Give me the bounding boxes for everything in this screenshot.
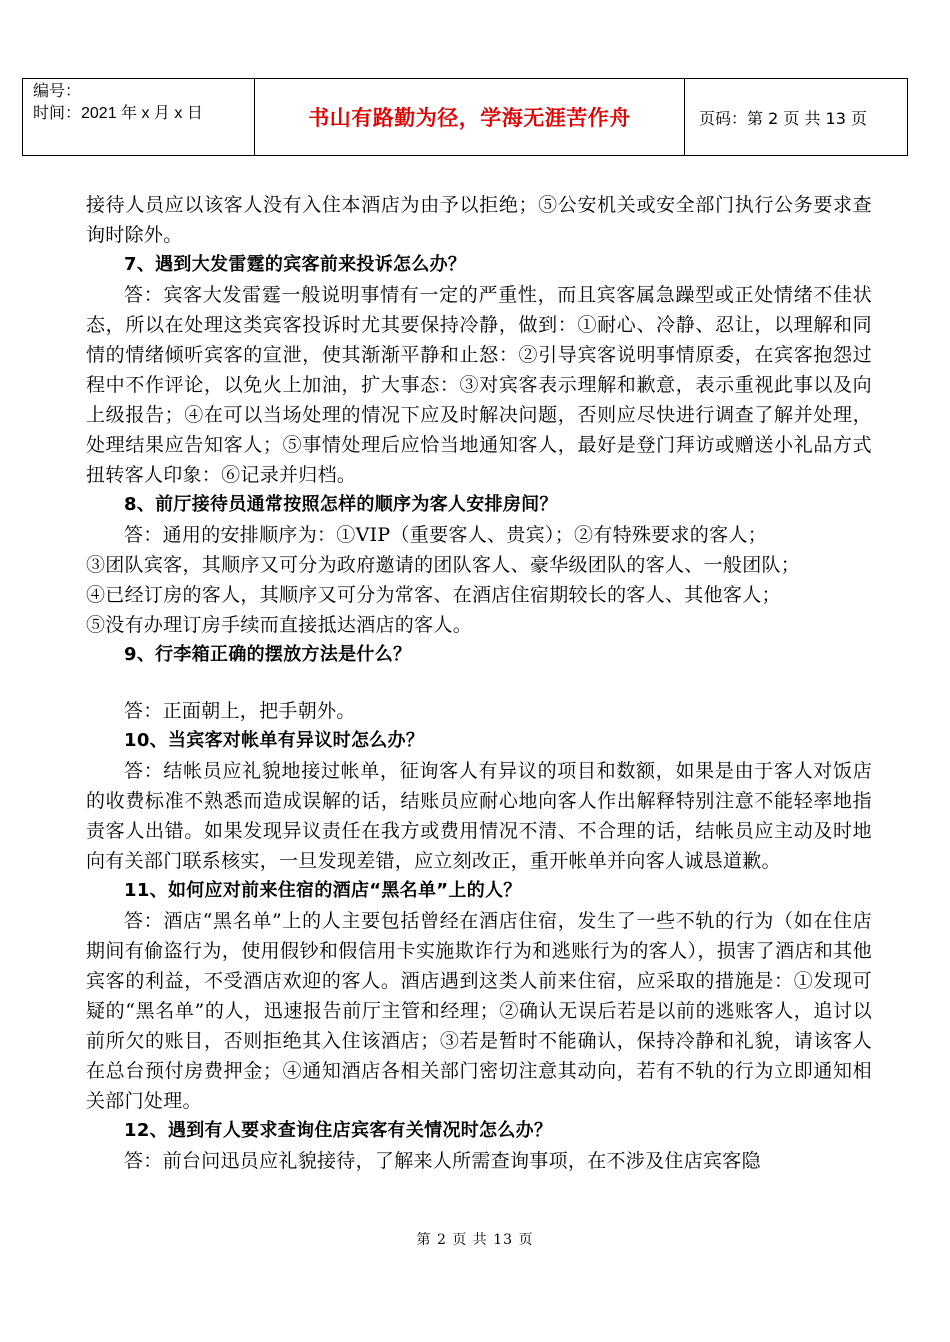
question-10: 10、当宾客对帐单有异议时怎么办？ — [124, 730, 425, 751]
page-header-table — [22, 78, 908, 156]
header-meta-cell — [23, 79, 255, 155]
answer-8-line-3: ④已经订房的客人，其顺序又可分为常客、在酒店住宿期较长的客人、其他客人； — [86, 584, 781, 606]
answer-8-line-2: ③团队宾客，其顺序又可分为政府邀请的团队客人、豪华级团队的客人、一般团队； — [86, 554, 801, 576]
question-8: 8、前厅接待员通常按照怎样的顺序为客人安排房间？ — [124, 494, 558, 515]
answer-7: 答：宾客大发雷霆一般说明事情有一定的严重性，而且宾客属急躁型或正处情绪不佳状态，所以在处理这类宾客投诉时尤其要保持冷静，做到：①耐心、冷静、忍让，以理解和同情的情绪倾听宾客的宣泄，使其渐渐平静和止怒：②引导宾客说明事情原委，在宾客抱怨过程中不作评论，以免火上加油，扩大事态：③对宾客表示理解和歉意，表示重视此事以及向上级报告；④在可以当场处理的情况下应及时解决问题，否则应尽快进行调查了解并处理，处理结果应告知客人；⑤事情处理后应恰当地通知客人，最好是登门拜访或赠送小礼品方式扭转客人印象：⑥记录并归档。 — [86, 284, 872, 486]
answer-8-line-4: ⑤没有办理订房手续而直接抵达酒店的客人。 — [86, 614, 473, 636]
answer-12: 答：前台问迅员应礼貌接待，了解来人所需查询事项，在不涉及住店宾客隐 — [124, 1150, 761, 1172]
header-page-number: 页码：第 2 页 共 13 页 — [699, 108, 867, 128]
page-footer: 第 2 页 共 13 页 — [416, 1232, 534, 1248]
question-7: 7、遇到大发雷霆的宾客前来投诉怎么办？ — [124, 254, 467, 275]
paragraph-continuation: 接待人员应以该客人没有入住本酒店为由予以拒绝；⑤公安机关或安全部门执行公务要求查询时除外。 — [86, 194, 872, 246]
serial-number-label: 编号： — [33, 83, 82, 100]
header-motto: 书山有路勤为径，学海无涯苦作舟 — [255, 79, 685, 155]
answer-10: 答：结帐员应礼貌地接过帐单，征询客人有异议的项目和数额，如果是由于客人对饭店的收费标准不熟悉而造成误解的话，结账员应耐心地向客人作出解释特别注意不能轻率地指责客人出错。如果发现异议责任在我方或费用情况不清、不合理的话，结帐员应主动及时地向有关部门联系核实，一旦发现差错，应立刻改正，重开帐单并向客人诚恳道歉。 — [86, 760, 872, 872]
question-11: 11、如何应对前来住宿的酒店“黑名单”上的人？ — [124, 880, 522, 901]
question-9: 9、行李箱正确的摆放方法是什么？ — [124, 644, 412, 665]
question-12: 12、遇到有人要求查询住店宾客有关情况时怎么办？ — [124, 1120, 553, 1141]
date-label: 时间：2021 年 x 月 x 日 — [33, 105, 203, 122]
spacer — [86, 670, 872, 696]
answer-9: 答：正面朝上，把手朝外。 — [124, 700, 356, 722]
answer-8-line-1: 答：通用的安排顺序为：①VIP（重要客人、贵宾）；②有特殊要求的客人； — [124, 524, 768, 546]
document-body — [86, 190, 872, 1176]
answer-11: 答：酒店“黑名单”上的人主要包括曾经在酒店住宿，发生了一些不轨的行为（如在住店期间有偷盗行为，使用假钞和假信用卡实施欺诈行为和逃账行为的客人），损害了酒店和其他宾客的利益，不受酒店欢迎的客人。酒店遇到这类人前来住宿，应采取的措施是：①发现可疑的“黑名单”的人，迅速报告前厅主管和经理；②确认无误后若是以前的逃账客人，追讨以前所欠的账目，否则拒绝其入住该酒店；③若是暂时不能确认，保持冷静和礼貌，请该客人在总台预付房费押金；④通知酒店各相关部门密切注意其动向，若有不轨的行为立即通知相关部门处理。 — [86, 910, 872, 1112]
